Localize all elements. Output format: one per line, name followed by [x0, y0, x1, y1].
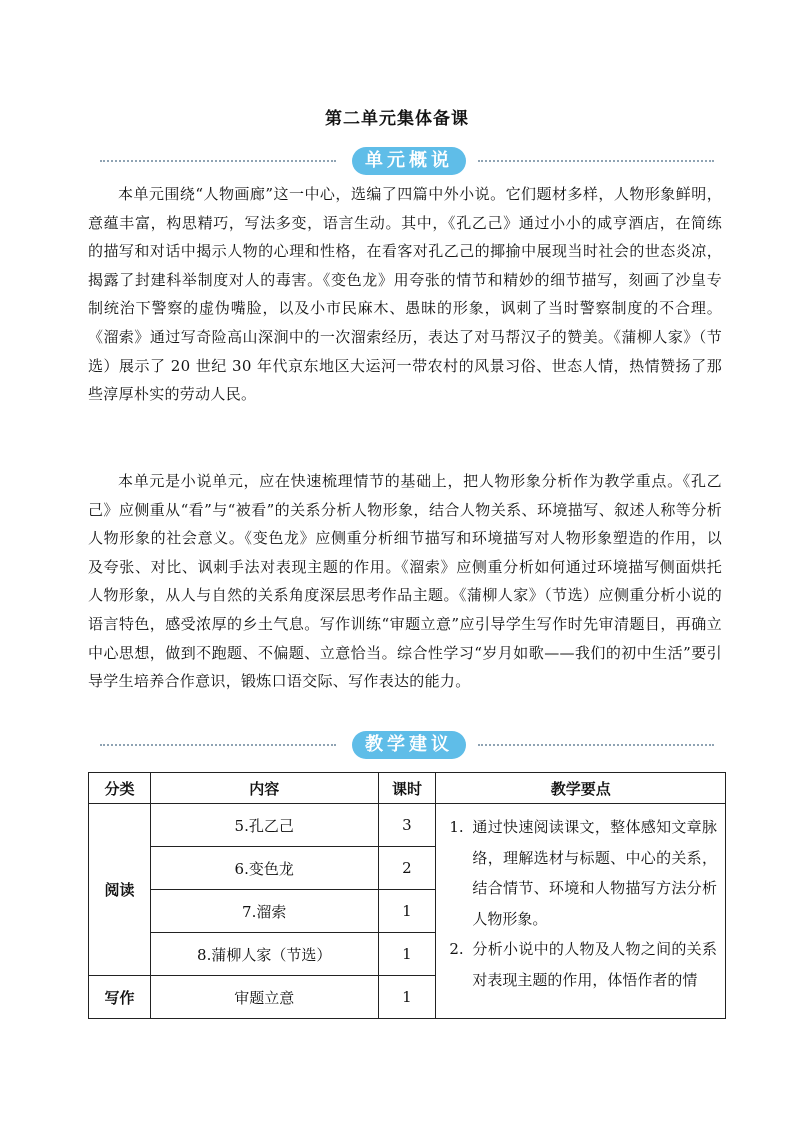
header-content: 内容 — [150, 773, 378, 804]
overview-paragraph-1: 本单元围绕“人物画廊”这一中心，选编了四篇中外小说。它们题材多样，人物形象鲜明，意蕴丰富，构思精巧，写法多变，语言生动。其中，《孔乙己》通过小小的咸亨酒店，在简练的描写和对话中揭示人物的心理和性格，在看客对孔乙己的揶揄中展现当时社会的世态炎凉，揭露了封建科举制度对人的毒害。《变色龙》用夸张的情节和精妙的细节描写，刻画了沙皇专制统治下警察的虚伪嘴脸，以及小市民麻木、愚昧的形象，讽刺了当时警察制度的不合理。《溜索》通过写奇险高山深涧中的一次溜索经历，表达了对马帮汉子的赞美。《蒲柳人家》（节选）展示了 20 世纪 30 年代京东地区大运河一带农村的风景习俗、世态人情，热情赞扬了那些淳厚朴实的劳动人民。 — [88, 185, 722, 404]
category-reading: 阅读 — [89, 804, 151, 976]
key-points-cell — [436, 804, 726, 1019]
table-header-row — [89, 773, 726, 804]
dotted-divider-left — [100, 744, 336, 746]
section-header-suggestions — [100, 731, 714, 759]
content-cell: 审题立意 — [150, 976, 378, 1019]
hours-cell: 1 — [378, 976, 436, 1019]
header-hours: 课时 — [378, 773, 436, 804]
dotted-divider-right — [478, 160, 714, 162]
key-point-item: 1. 通过快速阅读课文，整体感知文章脉络，理解选材与标题、中心的关系，结合情节、环境和人物描写方法分析人物形象。 — [468, 812, 717, 934]
teaching-plan-table — [88, 772, 726, 1019]
section-header-overview — [100, 147, 714, 175]
hours-cell: 1 — [378, 933, 436, 976]
dotted-divider-left — [100, 160, 336, 162]
section-label-suggestions: 教学建议 — [352, 731, 466, 759]
content-cell: 7.溜索 — [150, 890, 378, 933]
hours-cell: 2 — [378, 847, 436, 890]
section-label-overview: 单元概说 — [352, 147, 466, 175]
category-writing: 写作 — [89, 976, 151, 1019]
page-title: 第二单元集体备课 — [325, 109, 469, 129]
content-cell: 6.变色龙 — [150, 847, 378, 890]
key-point-item: 2. 分析小说中的人物及人物之间的关系对表现主题的作用，体悟作者的情 — [468, 934, 717, 995]
header-key-points: 教学要点 — [436, 773, 726, 804]
content-cell: 5.孔乙己 — [150, 804, 378, 847]
table-row — [89, 804, 726, 847]
content-cell: 8.蒲柳人家（节选） — [150, 933, 378, 976]
hours-cell: 3 — [378, 804, 436, 847]
header-category: 分类 — [89, 773, 151, 804]
hours-cell: 1 — [378, 890, 436, 933]
dotted-divider-right — [478, 744, 714, 746]
overview-paragraph-2: 本单元是小说单元，应在快速梳理情节的基础上，把人物形象分析作为教学重点。《孔乙己》应侧重从“看”与“被看”的关系分析人物形象，结合人物关系、环境描写、叙述人称等分析人物形象的社会意义。《变色龙》应侧重分析细节描写和环境描写对人物形象塑造的作用，以及夸张、对比、讽刺手法对表现主题的作用。《溜索》应侧重分析如何通过环境描写侧面烘托人物形象，从人与自然的关系角度深层思考作品主题。《蒲柳人家》（节选）应侧重分析小说的语言特色，感受浓厚的乡土气息。写作训练“审题立意”应引导学生写作时先审清题目，再确立中心思想，做到不跑题、不偏题、立意恰当。综合性学习“岁月如歌——我们的初中生活”要引导学生培养合作意识，锻炼口语交际、写作表达的能力。 — [88, 472, 722, 691]
